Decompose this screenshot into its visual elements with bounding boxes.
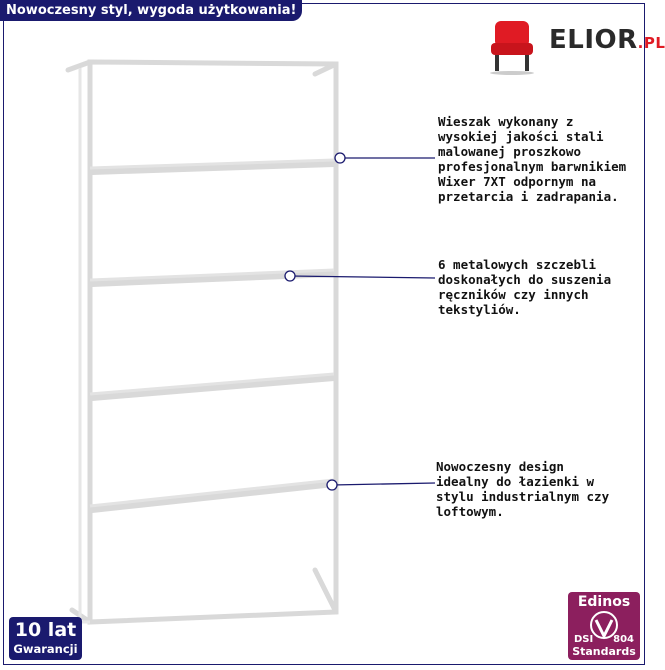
edinos-standards: Standards (572, 645, 636, 658)
callout-dot-1 (335, 153, 345, 163)
guarantee-badge (9, 617, 82, 660)
tagline-banner: Nowoczesny styl, wygoda użytkowania! (0, 0, 302, 21)
guarantee-label: Gwarancji (13, 642, 78, 656)
towel-rack-image (60, 50, 360, 635)
guarantee-years: 10 lat (14, 619, 77, 641)
callout-rungs: 6 metalowych szczebli doskonałych do suszenia ręczników czy innych tekstyliów. (438, 257, 612, 317)
callout-dot-3 (327, 480, 337, 490)
chair-icon (485, 13, 545, 75)
edinos-badge (568, 592, 640, 660)
callout-material: Wieszak wykonany z wysokiej jakości stali malowanej proszkowo profesjonalnym barwnikiem Wixer 7XT odpornym na przetarcia i zadrapania. (438, 114, 627, 204)
logo-wordmark (549, 25, 665, 55)
elior-logo[interactable] (485, 13, 665, 75)
callout-dot-2 (285, 271, 295, 281)
callout-design: Nowoczesny design idealny do łazienki w stylu industrialnym czy loftowym. (436, 459, 610, 519)
logo-tld: .PL (637, 34, 665, 52)
logo-name: ELIOR (549, 25, 638, 55)
rung-3 (92, 378, 334, 398)
dsi-label: DSI (574, 634, 594, 645)
rung-4 (92, 484, 334, 510)
dsi-number: 804 (613, 634, 634, 645)
edinos-name: Edinos (577, 594, 631, 610)
